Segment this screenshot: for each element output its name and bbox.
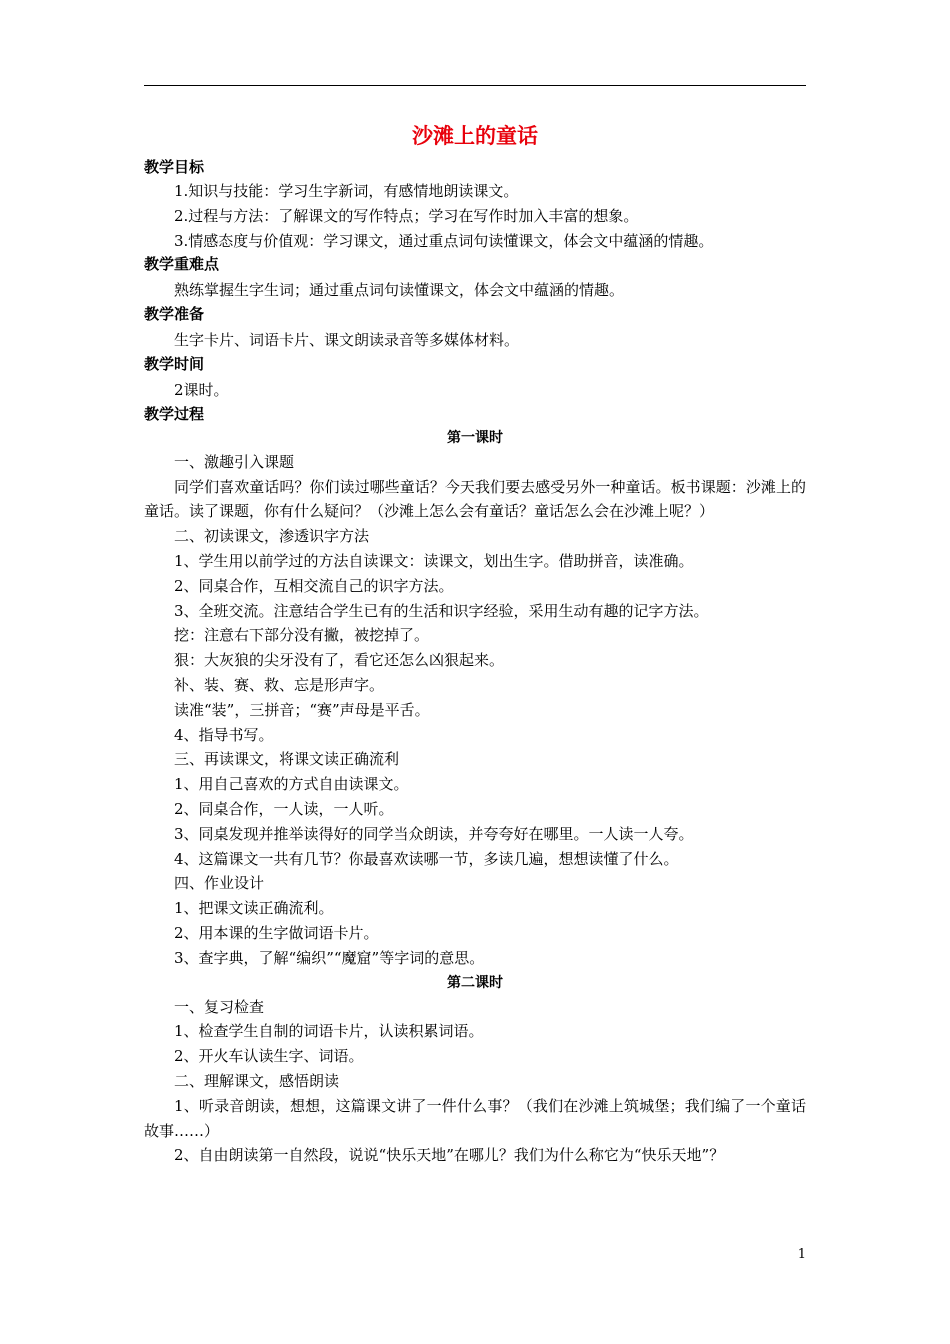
lesson1-line: 2、同桌合作，互相交流自己的识字方法。 xyxy=(174,576,454,595)
lesson1-heading: 第一课时 xyxy=(447,429,503,446)
time-text: 2课时。 xyxy=(174,380,229,399)
lesson1-line: 二、初读课文，渗透识字方法 xyxy=(174,527,370,546)
lesson1-line: 4、指导书写。 xyxy=(174,725,274,744)
lesson1-line: 2、用本课的生字做词语卡片。 xyxy=(174,923,379,942)
difficulty-heading: 教学重难点 xyxy=(144,255,220,274)
lesson1-line: 四、作业设计 xyxy=(174,874,265,893)
goal-item: 1.知识与技能：学习生字新词，有感情地朗读课文。 xyxy=(174,182,519,200)
page-title: 沙滩上的童话 xyxy=(412,124,538,148)
lesson2-line: 2、自由朗读第一自然段，说说“快乐天地”在哪儿？我们为什么称它为“快乐天地”？ xyxy=(174,1146,725,1165)
process-heading: 教学过程 xyxy=(144,404,205,423)
prep-heading: 教学准备 xyxy=(144,305,205,324)
lesson1-line: 3、查字典，了解“编织”“魔窟”等字词的意思。 xyxy=(174,948,485,967)
lesson1-line: 4、这篇课文一共有几节？你最喜欢读哪一节，多读几遍，想想读懂了什么。 xyxy=(174,849,679,868)
goal-item: 2.过程与方法：了解课文的写作特点；学习在写作时加入丰富的想象。 xyxy=(174,206,639,225)
prep-text: 生字卡片、词语卡片、课文朗读录音等多媒体材料。 xyxy=(174,331,520,350)
lesson1-line: 三、再读课文，将课文读正确流利 xyxy=(174,750,400,769)
lesson1-line: 1、用自己喜欢的方式自由读课文。 xyxy=(174,775,409,794)
lesson1-line: 1、把课文读正确流利。 xyxy=(174,899,334,918)
lesson2-line: 2、开火车认读生字、词语。 xyxy=(174,1047,364,1066)
lesson1-line: 补、装、赛、救、忘是形声字。 xyxy=(174,675,385,694)
goals-heading: 教学目标 xyxy=(144,158,205,176)
goal-item: 3.情感态度与价值观：学习课文，通过重点词句读懂课文，体会文中蕴涵的情趣。 xyxy=(174,231,714,250)
lesson1-line: 3、同桌发现并推举读得好的同学当众朗读，并夸夸好在哪里。一人读一人夸。 xyxy=(174,824,694,843)
difficulty-text: 熟练掌握生字生词；通过重点词句读懂课文，体会文中蕴涵的情趣。 xyxy=(174,281,625,300)
header-rule xyxy=(144,85,806,86)
lesson1-line: 一、激趣引入课题 xyxy=(174,452,295,471)
lesson2-line: 一、复习检查 xyxy=(174,997,265,1016)
page-number: 1 xyxy=(797,1247,806,1262)
lesson1-line: 3、全班交流。注意结合学生已有的生活和识字经验，采用生动有趣的记字方法。 xyxy=(174,601,709,620)
lesson2-line: 1、检查学生自制的词语卡片，认读积累词语。 xyxy=(174,1022,484,1041)
lesson1-line: 1、学生用以前学过的方法自读课文：读课文，划出生字。借助拼音，读准确。 xyxy=(174,551,694,570)
time-heading: 教学时间 xyxy=(144,354,205,373)
lesson2-line: 1、听录音朗读，想想，这篇课文讲了一件什么事？（我们在沙滩上筑城堡；我们编了一个童话故事……） xyxy=(144,1096,806,1140)
lesson1-line: 2、同桌合作，一人读，一人听。 xyxy=(174,799,394,818)
lesson1-line: 挖：注意右下部分没有撇，被挖掉了。 xyxy=(174,626,430,645)
lesson1-line: 读准“装”，三拼音；“赛”声母是平舌。 xyxy=(174,700,430,719)
lesson2-heading: 第二课时 xyxy=(447,974,503,991)
lesson2-line: 二、理解课文，感悟朗读 xyxy=(174,1071,340,1090)
lesson1-line: 狠：大灰狼的尖牙没有了，看它还怎么凶狠起来。 xyxy=(174,651,505,670)
lesson1-line: 同学们喜欢童话吗？你们读过哪些童话？今天我们要去感受另外一种童话。板书课题：沙滩上的童话。读了课题，你有什么疑问？（沙滩上怎么会有童话？童话怎么会在沙滩上呢？） xyxy=(144,477,806,521)
document-body xyxy=(144,156,806,1168)
